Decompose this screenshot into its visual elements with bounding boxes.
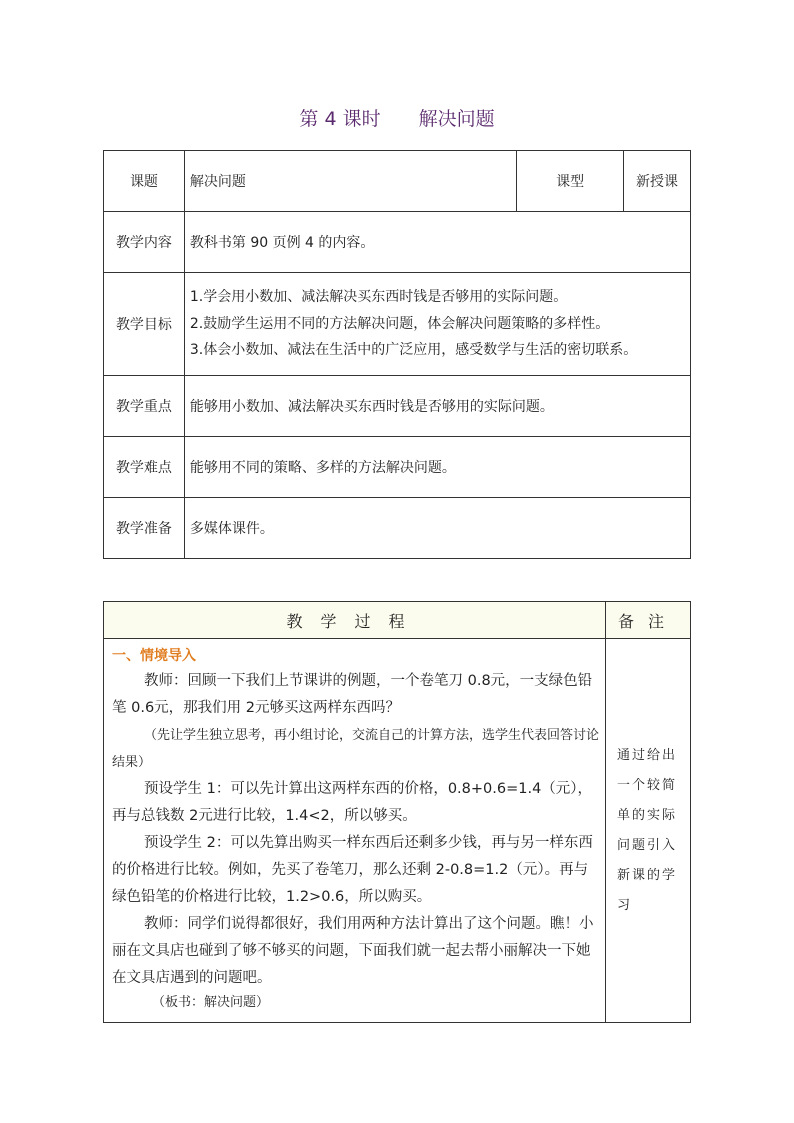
key-row	[104, 376, 691, 437]
section-title: 一、情境导入	[112, 648, 196, 664]
difficulty-label: 教学难点	[104, 437, 185, 498]
topic-value: 解决问题	[184, 151, 516, 212]
goal-item: 1.学会用小数加、减法解决买东西时钱是否够用的实际问题。	[189, 289, 568, 306]
content-row	[104, 212, 691, 273]
topic-row	[104, 151, 691, 212]
process-body-row	[104, 639, 691, 1023]
paragraph: 教师：同学们说得都很好，我们用两种方法计算出了这个问题。瞧！小丽在文具店也碰到了够不够买的问题，下面我们就一起去帮小丽解决一下她在文具店遇到的问题吧。	[112, 916, 594, 986]
board-note: （板书：解决问题）	[152, 995, 270, 1010]
key-value: 能够用小数加、减法解决买东西时钱是否够用的实际问题。	[184, 376, 690, 437]
difficulty-row	[104, 437, 691, 498]
remark-text: 通过给出一个较简单的实际问题引入新课的学习	[617, 747, 678, 913]
paragraph: 预设学生 2：可以先算出购买一样东西后还剩多少钱，再与另一样东西的价格进行比较。例如，先买了卷笔刀，那么还剩 2-0.8=1.2（元）。再与绿色铅笔的价格进行比较，1.2>0.6，所以购买。	[112, 835, 593, 905]
goals-label: 教学目标	[104, 273, 185, 376]
content-value: 教科书第 90 页例 4 的内容。	[184, 212, 690, 273]
lesson-info-table	[103, 150, 691, 559]
prep-value: 多媒体课件。	[184, 498, 690, 559]
type-value: 新授课	[624, 151, 691, 212]
process-header: 教学过程	[104, 602, 606, 639]
paragraph: 预设学生 1：可以先计算出这两样东西的价格，0.8+0.6=1.4（元），再与总钱数 2元进行比较，1.4<2，所以够买。	[112, 781, 593, 824]
goal-item: 3.体会小数加、减法在生活中的广泛应用，感受数学与生活的密切联系。	[189, 342, 638, 359]
goal-item: 2.鼓励学生运用不同的方法解决问题，体会解决问题策略的多样性。	[189, 315, 610, 332]
remark-cell	[606, 639, 691, 1023]
activity-note: （先让学生独立思考，再小组讨论，交流自己的计算方法，选学生代表回答讨论结果）	[112, 728, 600, 770]
process-header-row	[104, 602, 691, 639]
process-content	[104, 639, 606, 1023]
prep-label: 教学准备	[104, 498, 185, 559]
teaching-process-table	[103, 601, 691, 1023]
page-title: 第 4 课时 解决问题	[299, 108, 495, 130]
remark-header: 备注	[606, 602, 691, 639]
goals-row	[104, 273, 691, 376]
paragraph: 教师：回顾一下我们上节课讲的例题，一个卷笔刀 0.8元，一支绿色铅笔 0.6元，那我们用 2元够买这两样东西吗？	[112, 673, 593, 716]
prep-row	[104, 498, 691, 559]
content-label: 教学内容	[104, 212, 185, 273]
difficulty-value: 能够用不同的策略、多样的方法解决问题。	[184, 437, 690, 498]
topic-label: 课题	[104, 151, 185, 212]
type-label: 课型	[517, 151, 624, 212]
key-label: 教学重点	[104, 376, 185, 437]
goals-list	[184, 273, 690, 376]
